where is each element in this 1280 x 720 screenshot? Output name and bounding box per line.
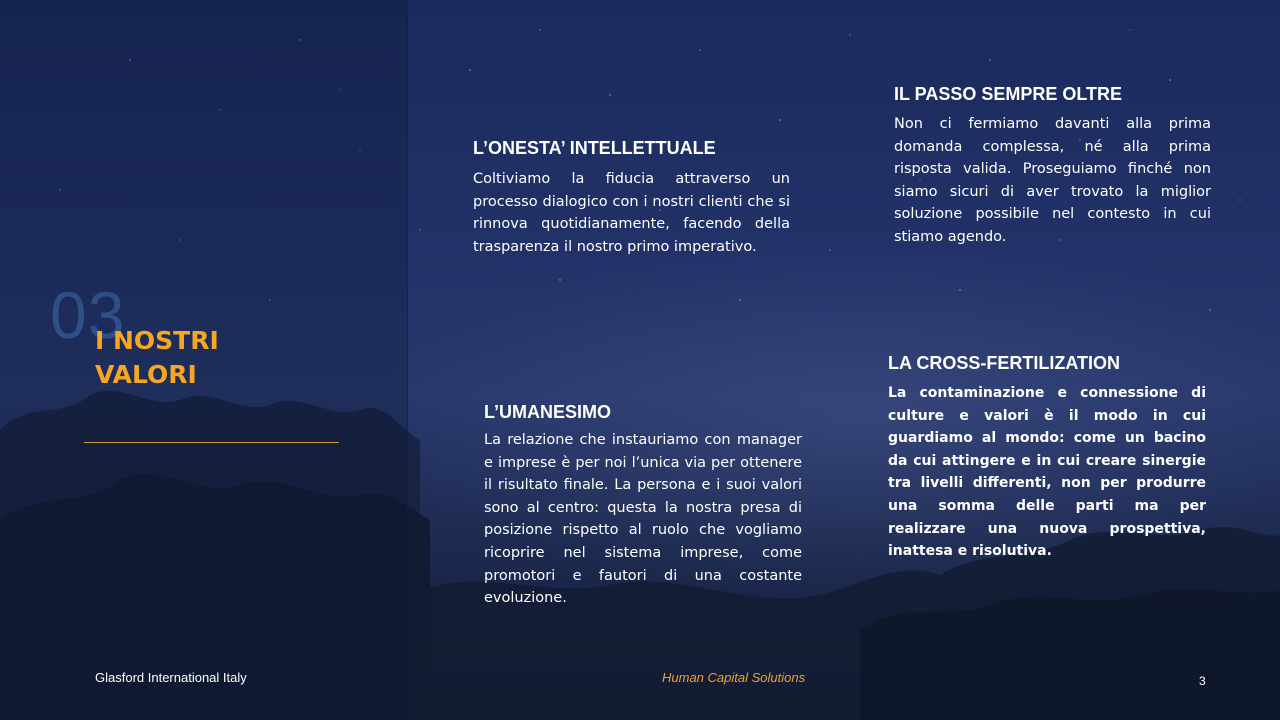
section-number: 03 [50, 278, 126, 352]
body-umanesimo: La relazione che instauriamo con manager e imprese è per noi l’unica via per ottenere il risultato finale. La persona e i suoi valori sono al centro: questa la nostra presa di posizione rispetto al ruolo che vogliamo ricoprire nel sistema imprese, come promotori e fautori di una costante evoluzione. [484, 432, 802, 607]
heading-passo: IL PASSO SEMPRE OLTRE [894, 84, 1123, 104]
heading-onesta: L’ONESTA’ INTELLETTUALE [473, 138, 716, 158]
footer-tagline: Human Capital Solutions [662, 670, 806, 685]
section-title-line1: I NOSTRI [95, 326, 219, 355]
body-onesta: Coltiviamo la fiducia attraverso un processo dialogico con i nostri clienti che si rinnova quotidianamente, facendo della trasparenza il nostro primo imperativo. [473, 171, 790, 255]
section-title [95, 324, 315, 392]
heading-umanesimo: L’UMANESIMO [484, 402, 612, 422]
footer-company: Glasford International Italy [95, 670, 247, 685]
heading-cross: LA CROSS-FERTILIZATION [888, 353, 1120, 373]
page-number: 3 [1199, 674, 1206, 688]
section-title-line2: VALORI [95, 360, 197, 389]
body-cross: La contaminazione e connessione di culture e valori è il modo in cui guardiamo al mondo: come un bacino da cui attingere e in cui creare sinergie tra livelli differenti, non per produrre una somma delle parti ma per realizzare una nuova prospettiva, inattesa e risolutiva. [888, 385, 1206, 560]
body-passo: Non ci fermiamo davanti alla prima domanda complessa, né alla prima risposta valida. Proseguiamo finché non siamo sicuri di aver trovato la miglior soluzione possibile nel contesto in cui stiamo agendo. [894, 116, 1211, 245]
title-underline [84, 442, 339, 443]
